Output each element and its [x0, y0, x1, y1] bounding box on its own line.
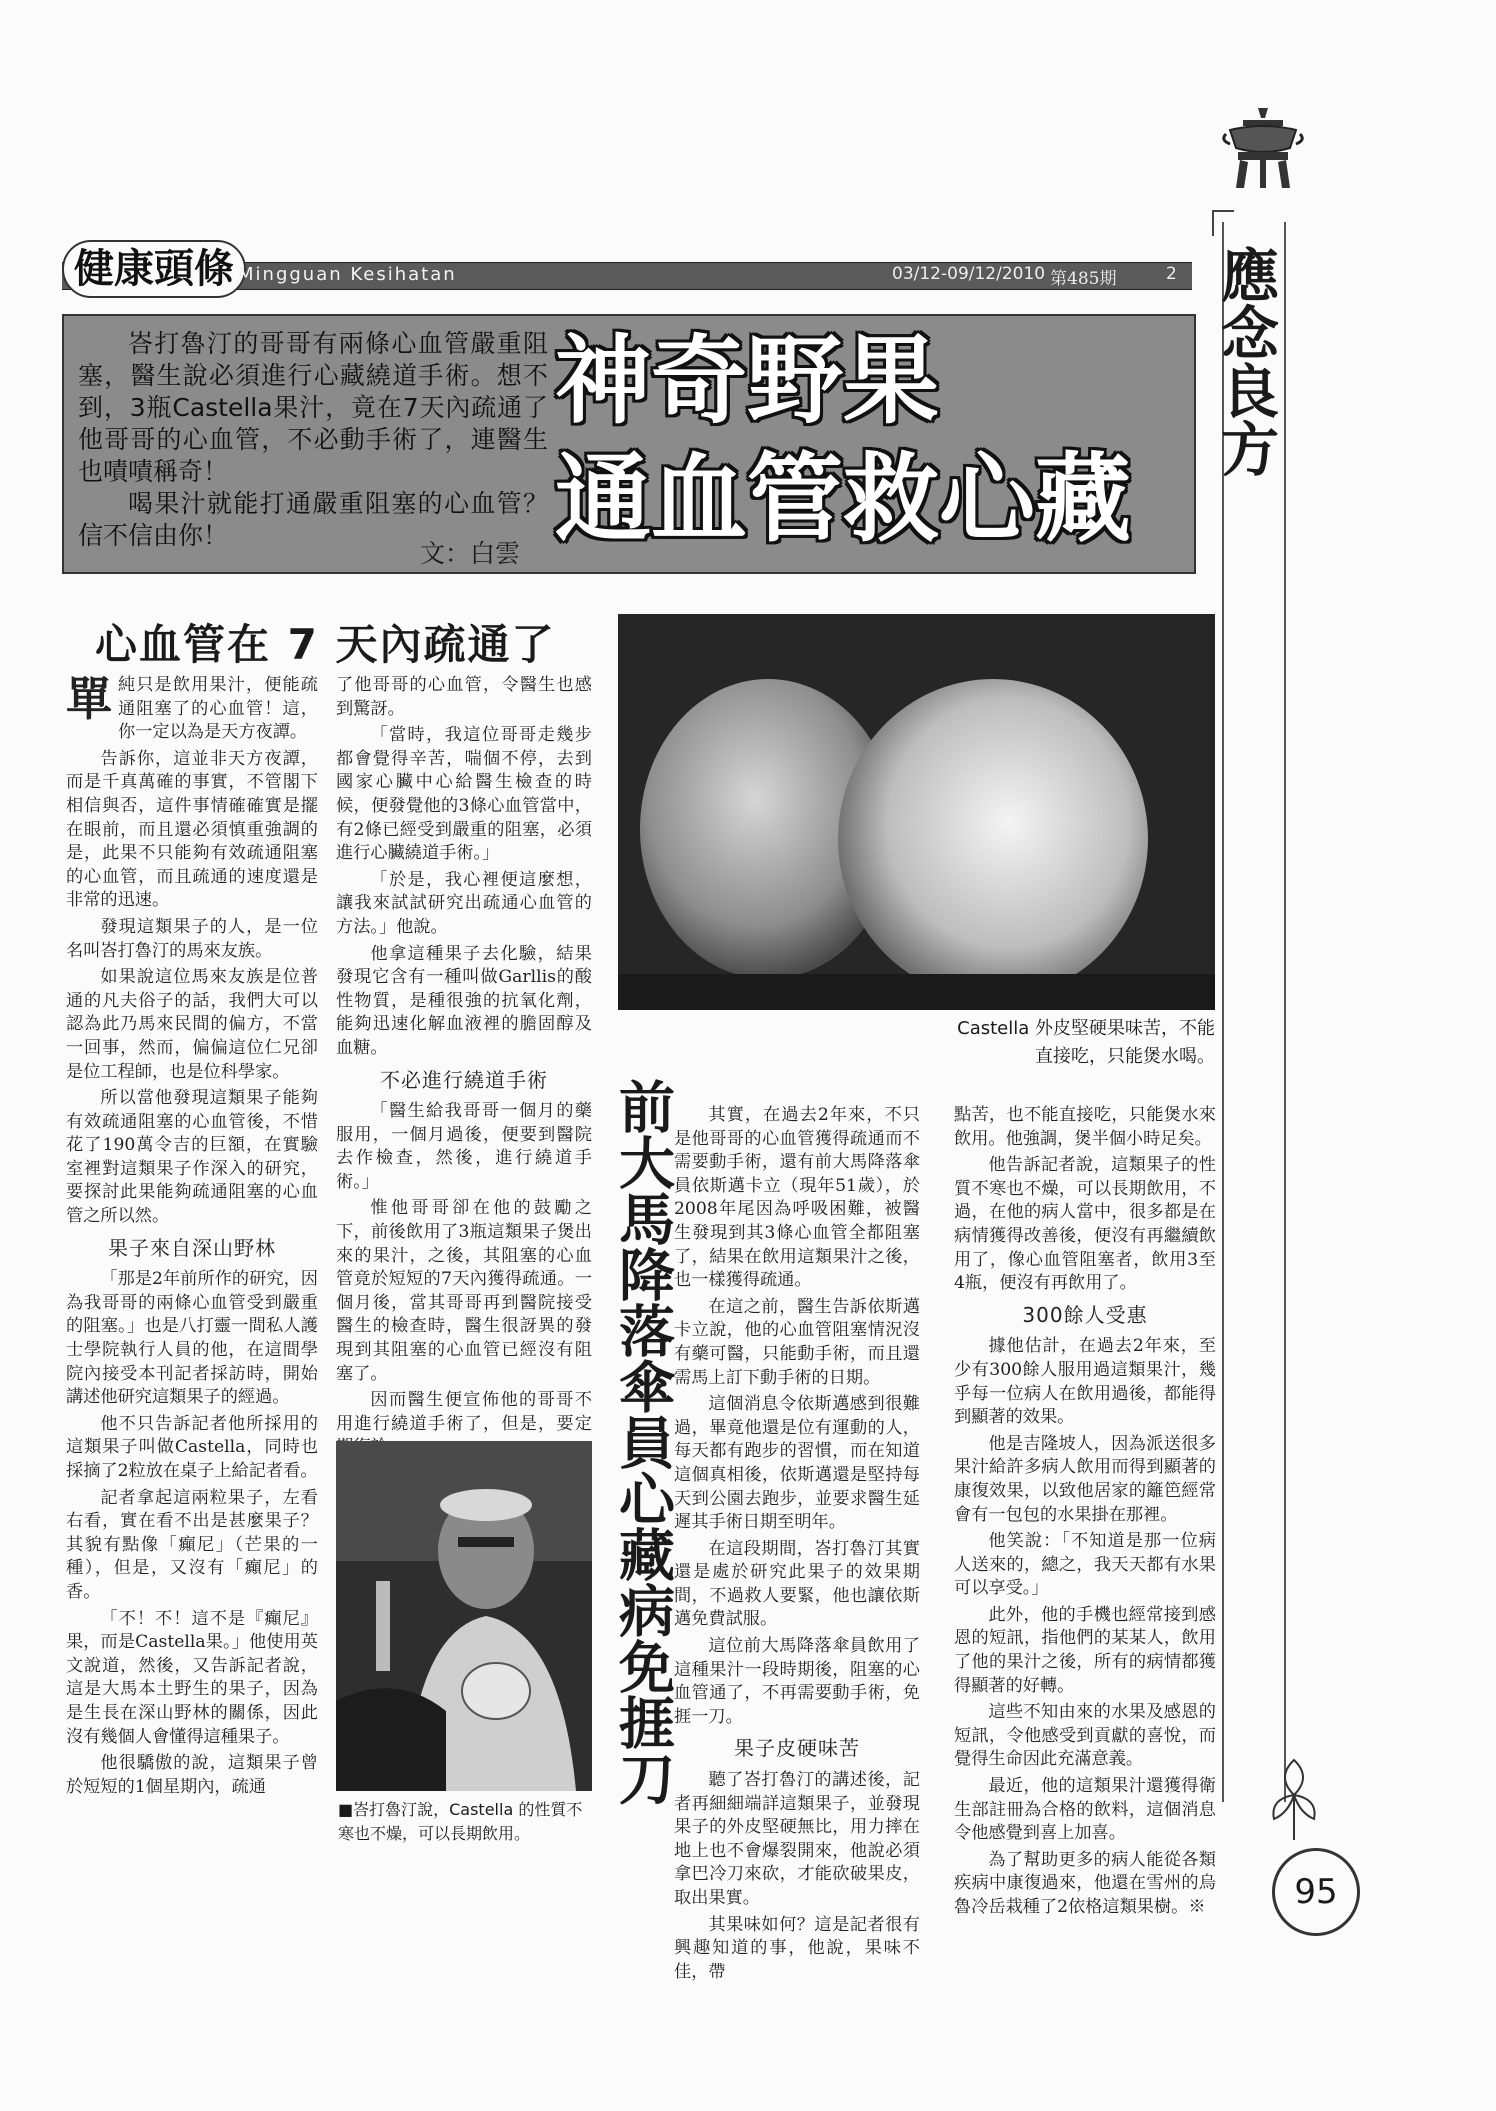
column-title: 應念良方: [1211, 245, 1279, 477]
paragraph: 「不！不！這不是『癲尼』果，而是Castella果。」他使用英文說道，然後，又告訴記者說，這是大馬本土野生的果子，因為是生長在深山野林的關係，因此沒有幾個人會懂得這種果子。: [66, 1608, 318, 1747]
paragraph: 這位前大馬降落傘員飲用了這種果汁一段時期後，阻塞的心血管通了，不再需要動手術，免捱一刀。: [674, 1636, 920, 1727]
paragraph: 惟他哥哥卻在他的鼓勵之下，前後飲用了3瓶這類果子煲出來的果汁，之後，其阻塞的心血管竟於短短的7天內獲得疏通。一個月後，當其哥哥再到醫院接受醫生的檢查時，醫生很訝異的發現到其阻塞的心血管已經沒有阻塞了。: [336, 1198, 592, 1384]
section-subhead: 300餘人受惠: [1022, 1302, 1148, 1327]
intro-paragraph: 峇打魯汀的哥哥有兩條心血管嚴重阻塞，醫生說必須進行心藏繞道手術。想不到，3瓶Castella果汁，竟在7天內疏通了他哥哥的心血管，不必動手術了，連醫生也嘖嘖稱奇！: [78, 329, 548, 486]
incense-urn-icon: [1218, 100, 1308, 214]
paragraph: 此外，他的手機也經常接到感恩的短訊，指他們的某某人，飲用了他的果汁之後，所有的病情都獲得顯著的好轉。: [954, 1604, 1216, 1696]
paragraph: 如果說這位馬來友族是位普通的凡夫俗子的話，我們大可以認為此乃馬來民間的偏方，不當一回事，然而，偏偏這位仁兄卻是位工程師，也是位科學家。: [66, 967, 318, 1082]
paragraph: 「當時，我這位哥哥走幾步都會覺得辛苦，喘個不停，去到國家心臟中心給醫生檢查的時候，便發覺他的3條心血管當中，有2條已經受到嚴重的阻塞，必須進行心臟繞道手術。」: [336, 725, 592, 864]
paragraph: 告訴你，這並非天方夜譚，而是千真萬確的事實，不管閣下相信與否，這件事情確確實是擺在眼前，而且還必須慎重強調的是，此果不只能夠有效疏通阻塞的心血管，而且疏通的速度還是非常的迅速。: [66, 748, 318, 911]
issue-date: 03/12-09/12/2010: [892, 264, 1046, 284]
paragraph: 他不只告訴記者他所採用的這類果子叫做Castella，同時也採摘了2粒放在桌子上給記者看。: [66, 1413, 318, 1481]
drop-cap: 單: [66, 672, 112, 726]
man-holding-fruit-photo: [336, 1441, 592, 1791]
paragraph: 他是吉隆坡人，因為派送很多果汁給許多病人飲用而得到顯著的康復效果，以致他居家的籬笆經常會有一包包的水果掛在那裡。: [954, 1433, 1216, 1525]
fruit-photo-caption: Castella 外皮堅硬果味苦，不能直接吃，只能煲水喝。: [957, 1018, 1215, 1067]
section-subhead: 不必進行繞道手術: [380, 1067, 548, 1092]
banner-intro: [78, 328, 548, 552]
paragraph: 「醫生給我哥哥一個月的藥服用，一個月過後，便要到醫院去作檢查，然後，進行繞道手術。」: [336, 1101, 592, 1192]
vertical-headline: 前大馬降落傘員心藏病免捱刀: [610, 1078, 675, 1806]
paragraph: 「那是2年前所作的研究，因為我哥哥的兩條心血管受到嚴重的阻塞。」也是八打靈一間私人護士學院執行人員的他，在這間學院內接受本刊記者採訪時，開始講述他研究這類果子的經過。: [66, 1269, 318, 1408]
paragraph: 在這段期間，峇打魯汀其實還是處於研究此果子的效果期間，不過救人要緊，他也讓依斯邁免費試服。: [674, 1538, 920, 1630]
headline-line-2: 通血管救心藏: [555, 443, 1131, 555]
paragraph: 最近，他的這類果汁還獲得衛生部註冊為合格的飲料，這個消息令他感覺到喜上加喜。: [954, 1776, 1216, 1844]
section-subhead: 果子皮硬味苦: [734, 1736, 860, 1761]
paragraph: 這個消息令依斯邁感到很難過，畢竟他還是位有運動的人，每天都有跑步的習慣，而在知道這個真相後，依斯邁還是堅持每天到公園去跑步，並要求醫生延遲其手術日期至明年。: [674, 1394, 920, 1533]
paragraph: 了他哥哥的心血管，令醫生也感到驚訝。: [336, 675, 592, 719]
paragraph: [66, 674, 318, 745]
header-page-number: 2: [1166, 264, 1177, 284]
paragraph: 他拿這種果子去化驗，結果發現它含有一種叫做Garllis的酸性物質，是種很強的抗氧化劑，能夠迅速化解血液裡的膽固醇及血糖。: [336, 943, 592, 1058]
paragraph: 在這之前，醫生告訴依斯邁卡立說，他的心血管阻塞情況沒有藥可醫，只能動手術，而且還需馬上訂下動手術的日期。: [674, 1296, 920, 1388]
floral-ornament-icon: [1264, 1755, 1324, 1849]
paragraph: 為了幫助更多的病人能從各類疾病中康復過來，他還在雪州的烏魯冷岳栽種了2依格這類果樹。※: [954, 1849, 1216, 1917]
paragraph: 發現這類果子的人，是一位名叫峇打魯汀的馬來友族。: [66, 916, 318, 961]
main-headline: [555, 322, 1195, 558]
paragraph: 「於是，我心裡便這麼想，讓我來試試研究出疏通心血管的方法。」他說。: [336, 869, 592, 937]
article-column-1: [66, 674, 318, 1802]
article-column-5: [954, 1104, 1216, 1923]
intro-paragraph: 喝果汁就能打通嚴重阻塞的心血管？信不信由你！: [78, 489, 548, 550]
paragraph-text: 純只是飲用果汁，便能疏通阻塞了的心血管！這，你一定以為是天方夜譚。: [118, 675, 318, 743]
castella-fruit-photo: [618, 614, 1215, 1010]
paragraph: 他告訴記者說，這類果子的性質不寒也不燥，可以長期飲用，不過，在他的病人當中，很多都是在病情獲得改善後，便沒有再繼續飲用了，像心血管阻塞者，飲用3至4瓶，便沒有再飲用了。: [954, 1155, 1216, 1294]
paragraph: 這些不知由來的水果及感恩的短訊，令他感受到貢獻的喜悅，而覺得生命因此充滿意義。: [954, 1702, 1216, 1770]
section-title: 健康頭條: [62, 240, 246, 298]
paragraph: 點苦，也不能直接吃，只能煲水來飲用。他強調，煲半個小時足矣。: [954, 1105, 1216, 1149]
paragraph: 所以當他發現這類果子能夠有效疏通阻塞的心血管後，不惜花了190萬令吉的巨額，在實驗室裡對這類果子作深入的研究，要探討此果能夠疏通阻塞的心血管之所以然。: [66, 1088, 318, 1227]
paragraph: 他笑說：「不知道是那一位病人送來的，總之，我天天都有水果可以享受。」: [954, 1531, 1216, 1599]
paragraph: 聽了峇打魯汀的講述後，記者再細細端詳這類果子，並發現果子的外皮堅硬無比，用力摔在地上也不會爆裂開來，他說必須拿巴冷刀來砍，才能砍破果皮，取出果實。: [674, 1770, 920, 1908]
article-column-4: [674, 1104, 920, 1987]
man-photo-caption: ■峇打魯汀說，Castella 的性質不寒也不燥，可以長期飲用。: [338, 1800, 583, 1843]
paragraph: 其果味如何？這是記者很有興趣知道的事，他說，果味不佳，帶: [674, 1914, 920, 1982]
section-roman: Mingguan Kesihatan: [238, 264, 457, 285]
article-subhead: 心血管在 7 天內疏通了: [95, 620, 556, 669]
page-number: 95: [1272, 1848, 1360, 1936]
article-column-2: [336, 674, 592, 1463]
section-subhead: 果子來自深山野林: [108, 1235, 276, 1260]
paragraph: 據他估計，在過去2年來，至少有300餘人服用過這類果汁，幾乎每一位病人在飲用過後，都能得到顯著的效果。: [954, 1336, 1216, 1428]
issue-number: 第485期: [1050, 269, 1117, 289]
paragraph: 其實，在過去2年來，不只是他哥哥的心血管獲得疏通而不需要動手術，還有前大馬降落傘員依斯邁卡立（現年51歲），於2008年尾因為呼吸困難，被醫生發現到其3條心血管全都阻塞了，結果在飲用這類果汁之後，也一樣獲得疏通。: [674, 1105, 920, 1291]
paragraph: 他很驕傲的說，這類果子曾於短短的1個星期內，疏通: [66, 1753, 318, 1797]
paragraph: 記者拿起這兩粒果子，左看右看，實在看不出是甚麼果子？其貌有點像「癲尼」（芒果的一種），但是，又沒有「癲尼」的香。: [66, 1487, 318, 1602]
author-byline: 文：白雲: [420, 539, 521, 568]
paragraph: 因而醫生便宣佈他的哥哥不用進行繞道手術了，但是，要定: [336, 1390, 592, 1434]
headline-line-1: 神奇野果: [555, 325, 939, 437]
